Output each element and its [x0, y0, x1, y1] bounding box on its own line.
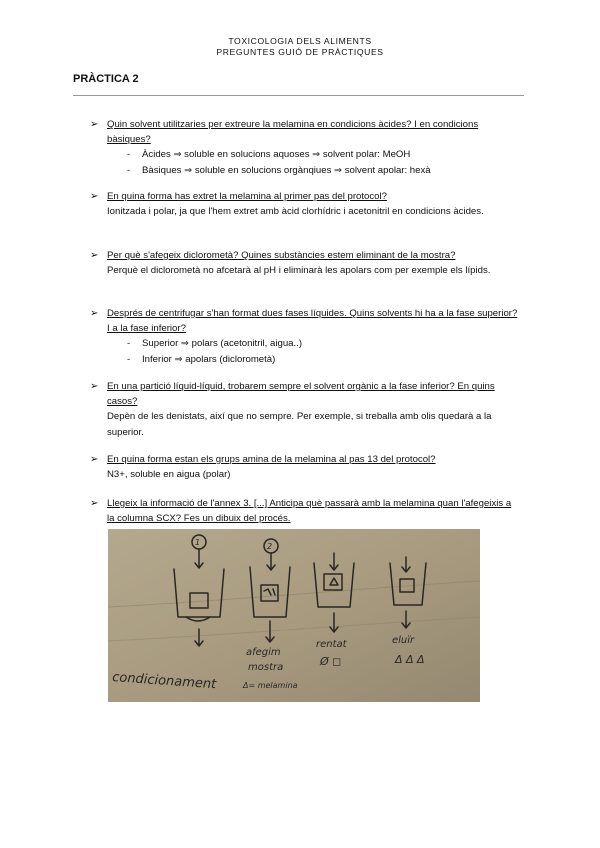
answer-text: Depèn de les denistats, així que no sempre. Per exemple, si treballa amb olis quedarà a la superior.	[107, 411, 492, 438]
header-course: TOXICOLOGIA DELS ALIMENTS	[228, 36, 372, 46]
answer-item: - Superior ⇒ polars (acetonitril, aigua..)	[127, 336, 520, 351]
section-title: PRÀCTICA 2	[73, 73, 139, 85]
scx-process-drawing-photo	[108, 529, 480, 702]
label-mostra: mostra	[248, 662, 284, 673]
question-text: Quin solvent utilitzaries per extreure la melamina en condicions àcides? I en condicions bàsiques?	[107, 119, 479, 146]
dash-bullet: -	[127, 149, 131, 161]
bullet-arrow-icon: ➢	[90, 250, 99, 261]
label-afegim: afegim	[246, 647, 281, 658]
bullet-arrow-icon: ➢	[90, 454, 99, 465]
question-block-7	[90, 496, 520, 526]
bullet-arrow-icon: ➢	[90, 119, 99, 130]
question-text: Després de centrifugar s'han format dues fases líquides. Quins solvents hi ha a la fase superior? I a la fase inferior?	[107, 308, 518, 335]
answer-text: Perquè el diclorometà no afcetarà al pH i eliminarà les apolars com per exemple els lípids.	[107, 265, 491, 277]
label-eluir-triangles: Δ Δ Δ	[395, 653, 425, 666]
dash-bullet: -	[127, 164, 131, 176]
step-number-2: 2	[267, 542, 273, 551]
question-block-4	[90, 306, 520, 367]
bullet-arrow-icon: ➢	[90, 498, 99, 509]
question-text: En quina forma has extret la melamina al primer pas del protocol?	[107, 191, 387, 202]
hand-drawing-svg	[108, 529, 480, 702]
question-text: En una partició líquid-líquid, trobarem sempre el solvent orgànic a la fase inferior? En quins casos?	[107, 381, 495, 408]
answer-item: - Bàsiques ⇒ soluble en solucions orgànqiues ⇒ solvent apolar: hexà	[127, 163, 520, 178]
question-text: En quina forma estan els grups amina de la melamina al pas 13 del protocol?	[107, 454, 436, 465]
bullet-arrow-icon: ➢	[90, 191, 99, 202]
answer-item: - Àcides ⇒ soluble en solucions aquoses ⇒ solvent polar: MeOH	[127, 147, 520, 162]
divider	[73, 95, 524, 96]
step-number-1: 1	[195, 538, 201, 547]
label-rentat-symbols: Ø ◻	[320, 655, 342, 668]
answer-text: N3+, soluble en aigua (polar)	[107, 469, 231, 481]
bullet-arrow-icon: ➢	[90, 381, 99, 392]
label-condicionament: condicionament	[111, 670, 217, 693]
header-subtitle: PREGUNTES GUIÓ DE PRÀCTIQUES	[216, 47, 384, 57]
answer-item: - Inferior ⇒ apolars (diclorometà)	[127, 352, 520, 367]
question-block-5	[90, 379, 520, 440]
answer-list	[90, 336, 520, 366]
question-block-6	[90, 452, 520, 482]
question-text: Per què s'afegeix diclorometà? Quines substàncies estem eliminant de la mostra?	[107, 250, 456, 261]
document-header	[0, 36, 600, 58]
question-block-3	[90, 248, 520, 278]
answer-text: Ionitzada i polar, ja que l'hem extret amb àcid clorhídric i acetonitril en condicions àcides.	[107, 206, 484, 218]
question-block-1	[90, 117, 520, 178]
label-melamina: Δ= melamina	[243, 681, 298, 690]
label-eluir: eluïr	[392, 635, 415, 646]
answer-list	[90, 147, 520, 177]
dash-bullet: -	[127, 353, 131, 365]
question-block-2	[90, 189, 520, 219]
bullet-arrow-icon: ➢	[90, 308, 99, 319]
label-rentat: rentat	[316, 639, 347, 650]
dash-bullet: -	[127, 338, 131, 350]
question-text: Llegeix la informació de l'annex 3. [...] Anticipa què passarà amb la melamina quan l'afegeixis a la columna SCX? Fes un dibuix del procés.	[107, 498, 512, 525]
